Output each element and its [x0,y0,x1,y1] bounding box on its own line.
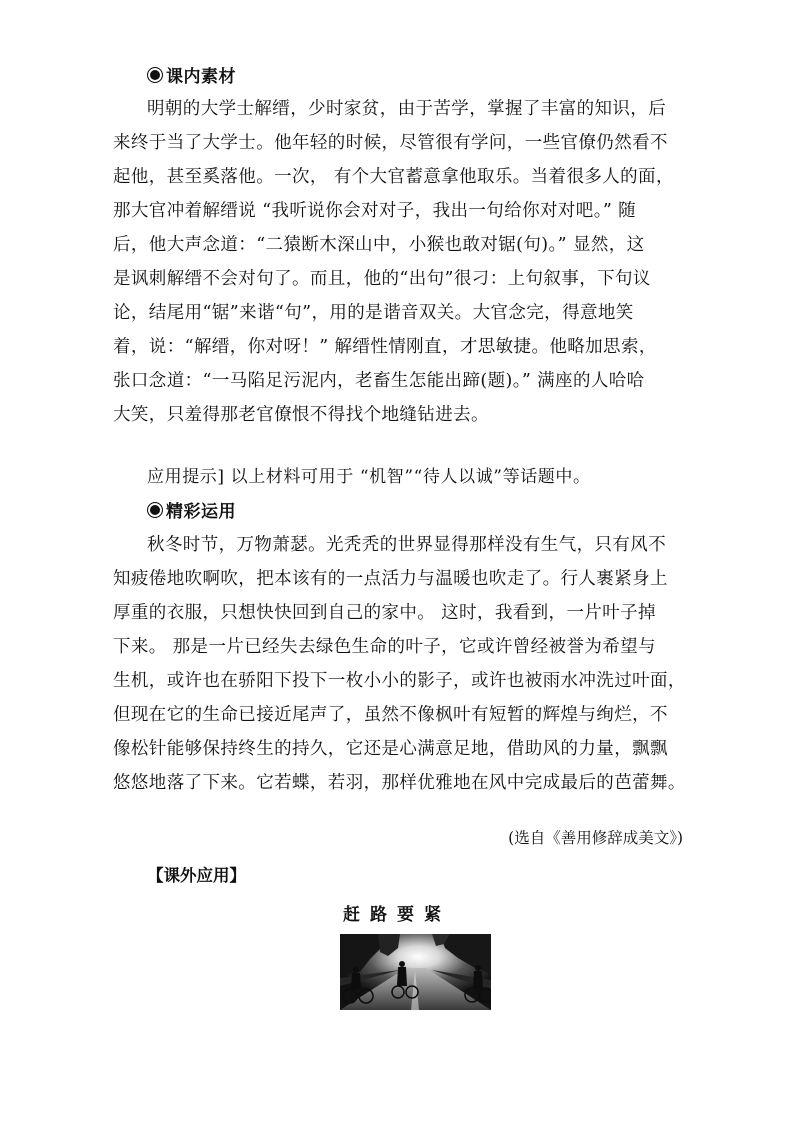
article-title: 赶路要紧 [343,905,451,925]
paragraph-line: 悠悠地落了下来。它若蝶，若羽，那样优雅地在风中完成最后的芭蕾舞。 [113,773,686,793]
paragraph-line: 但现在它的生命已接近尾声了，虽然不像枫叶有短暂的辉煌与绚烂，不 [113,705,668,725]
paragraph-line: 论，结尾用“锯”来谐“句”，用的是谐音双关。大官念完，得意地笑 [113,303,634,323]
paragraph-line: 秋冬时节，万物萧瑟。光秃秃的世界显得那样没有生气，只有风不 [147,535,667,555]
section-heading-text: 精彩运用 [166,502,236,522]
section-heading-text: 课内素材 [166,67,236,87]
paragraph-line: 是讽刺解缙不会对句了。而且，他的“出句”很刁：上句叙事，下句议 [113,269,651,289]
paragraph-line: 来终于当了大学士。他年轻的时候，尽管很有学问，一些官僚仍然看不 [113,133,668,153]
paragraph-line: 像松针能够保持终生的持久，它还是心满意足地，借助风的力量，飘飘 [113,739,668,759]
application-hint: 应用提示] 以上材料可用于 “机智”“待人以诚”等话题中。 [147,467,591,487]
section-heading-application [147,497,236,522]
paragraph-line: 那大官冲着解缙说 “我听说你会对对子，我出一句给你对对吧。” 随 [113,201,637,221]
bullet-icon [147,67,163,83]
paragraph-line: 明朝的大学士解缙，少时家贫，由于苦学，掌握了丰富的知识，后 [147,99,667,119]
paragraph-line: 下来。 那是一片已经失去绿色生命的叶子，它或许曾经被誉为希望与 [113,637,656,657]
paragraph-line: 大笑，只羞得那老官僚恨不得找个地缝钻进去。 [113,405,489,425]
paragraph-line: 张口念道：“一马陷足污泥内，老畜生怎能出蹄(题)。” 满座的人哈哈 [113,371,645,391]
paragraph-line: 起他，甚至奚落他。一次， 有个大官蓄意拿他取乐。当着很多人的面， [113,167,674,187]
paragraph-line: 厚重的衣服，只想快快回到自己的家中。 这时，我看到，一片叶子掉 [113,603,656,623]
section-heading-extracurricular: 【课外应用】 [147,866,246,885]
paragraph-line: 生机，或许也在骄阳下投下一枚小小的影子，或许也被雨水冲洗过叶面， [113,671,686,691]
paragraph-line: 知疲倦地吹啊吹，把本该有的一点活力与温暖也吹走了。行人裹紧身上 [113,569,668,589]
paragraph-line: 后，他大声念道：“二猿断木深山中，小猴也敢对锯(句)。” 显然，这 [113,235,645,255]
paragraph-line: 着，说：“解缙，你对呀！” 解缙性情刚直，才思敏捷。他略加思索， [113,337,657,357]
cyclists-road-photo [340,934,491,1010]
section-heading-in-class-material [147,62,236,87]
bullet-icon [147,502,163,518]
source-citation: (选自《善用修辞成美文》) [508,829,683,847]
